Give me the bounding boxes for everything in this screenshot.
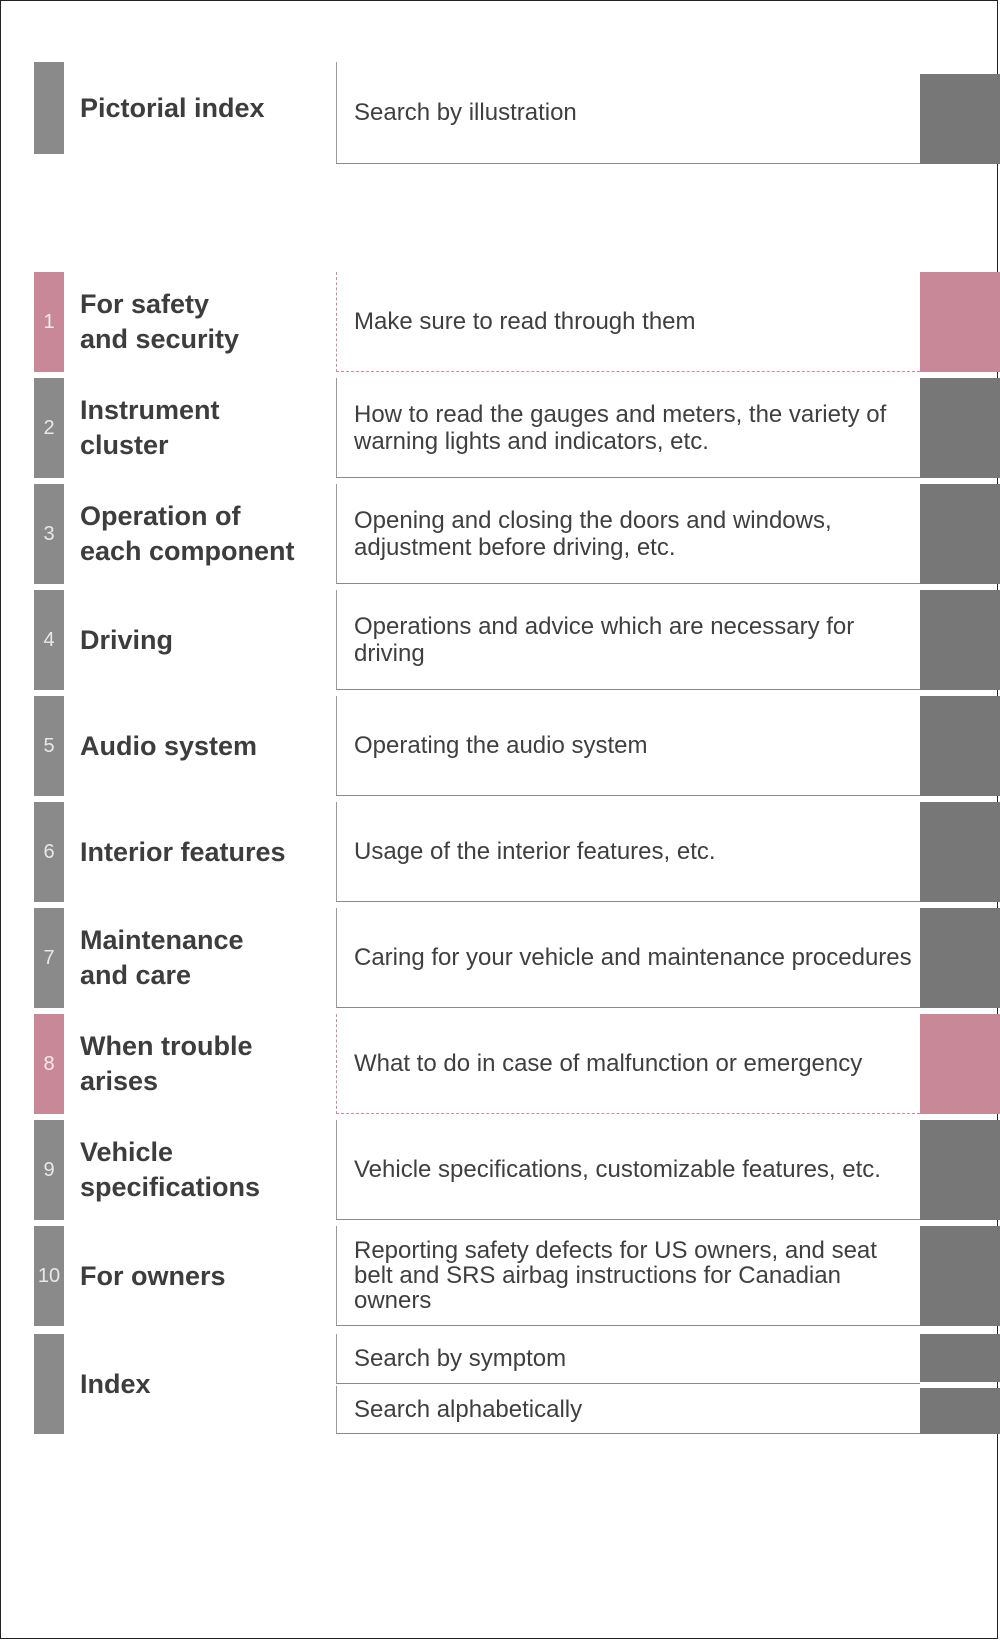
chapter-2-row[interactable] — [0, 378, 1000, 478]
chapter-7-row[interactable] — [0, 908, 1000, 1008]
index-search-by-symptom[interactable]: Search by symptom — [336, 1334, 920, 1384]
chapter-7-title: Maintenance and care — [80, 925, 244, 990]
chapter-1-edge-tab — [920, 272, 1000, 372]
chapter-8-edge-tab — [920, 1014, 1000, 1114]
chapter-4-row[interactable] — [0, 590, 1000, 690]
chapter-10-title: For owners — [80, 1260, 226, 1291]
chapter-9-title: Vehicle specifications — [80, 1137, 261, 1202]
chapter-4-description: Operations and advice which are necessary for driving — [336, 590, 920, 690]
chapter-6-number-tab: 6 — [34, 802, 64, 902]
chapter-10-description: Reporting safety defects for US owners, and seat belt and SRS airbag instructions for Canadian owners — [336, 1226, 920, 1326]
chapter-2-title: Instrument cluster — [80, 395, 220, 460]
pictorial-index-tab — [34, 62, 64, 154]
chapter-4-number-tab: 4 — [34, 590, 64, 690]
chapter-2-description: How to read the gauges and meters, the variety of warning lights and indicators, etc. — [336, 378, 920, 478]
chapter-7-number-tab: 7 — [34, 908, 64, 1008]
chapter-3-row[interactable] — [0, 484, 1000, 584]
chapter-2-edge-tab — [920, 378, 1000, 478]
index-tab — [34, 1334, 64, 1434]
chapter-1-number-tab: 1 — [34, 272, 64, 372]
pictorial-index-description: Search by illustration — [336, 62, 920, 164]
chapter-10-row[interactable] — [0, 1226, 1000, 1326]
pictorial-index-edge-tab — [920, 74, 1000, 164]
chapter-6-row[interactable] — [0, 802, 1000, 902]
chapter-3-description: Opening and closing the doors and windows, adjustment before driving, etc. — [336, 484, 920, 584]
chapter-8-row[interactable] — [0, 1014, 1000, 1114]
chapter-8-title: When trouble arises — [80, 1031, 253, 1096]
chapter-9-row[interactable] — [0, 1120, 1000, 1220]
chapter-5-description: Operating the audio system — [336, 696, 920, 796]
chapter-7-description: Caring for your vehicle and maintenance procedures — [336, 908, 920, 1008]
index-row[interactable] — [0, 1334, 1000, 1434]
chapter-1-description: Make sure to read through them — [336, 272, 920, 372]
chapter-3-edge-tab — [920, 484, 1000, 584]
chapter-5-edge-tab — [920, 696, 1000, 796]
chapter-6-title: Interior features — [80, 836, 286, 867]
pictorial-index-row[interactable] — [0, 62, 1000, 164]
chapter-7-edge-tab — [920, 908, 1000, 1008]
chapter-10-edge-tab — [920, 1226, 1000, 1326]
chapter-5-number-tab: 5 — [34, 696, 64, 796]
chapter-8-number-tab: 8 — [34, 1014, 64, 1114]
index-edge-tab-alphabetical — [920, 1388, 1000, 1434]
chapter-10-number-tab: 10 — [34, 1226, 64, 1326]
chapter-3-number-tab: 3 — [34, 484, 64, 584]
index-title: Index — [80, 1368, 151, 1399]
chapter-6-edge-tab — [920, 802, 1000, 902]
chapter-2-number-tab: 2 — [34, 378, 64, 478]
chapter-8-description: What to do in case of malfunction or emergency — [336, 1014, 920, 1114]
chapter-1-title: For safety and security — [80, 289, 240, 354]
chapter-9-number-tab: 9 — [34, 1120, 64, 1220]
chapter-6-description: Usage of the interior features, etc. — [336, 802, 920, 902]
chapter-5-row[interactable] — [0, 696, 1000, 796]
index-edge-tab-symptom — [920, 1334, 1000, 1382]
chapter-4-title: Driving — [80, 624, 174, 655]
index-search-alphabetically[interactable]: Search alphabetically — [336, 1386, 920, 1434]
chapter-4-edge-tab — [920, 590, 1000, 690]
chapter-3-title: Operation of each component — [80, 501, 295, 566]
chapter-1-row[interactable] — [0, 272, 1000, 372]
chapter-5-title: Audio system — [80, 730, 258, 761]
chapter-9-description: Vehicle specifications, customizable features, etc. — [336, 1120, 920, 1220]
chapter-9-edge-tab — [920, 1120, 1000, 1220]
pictorial-index-title: Pictorial index — [80, 92, 265, 123]
